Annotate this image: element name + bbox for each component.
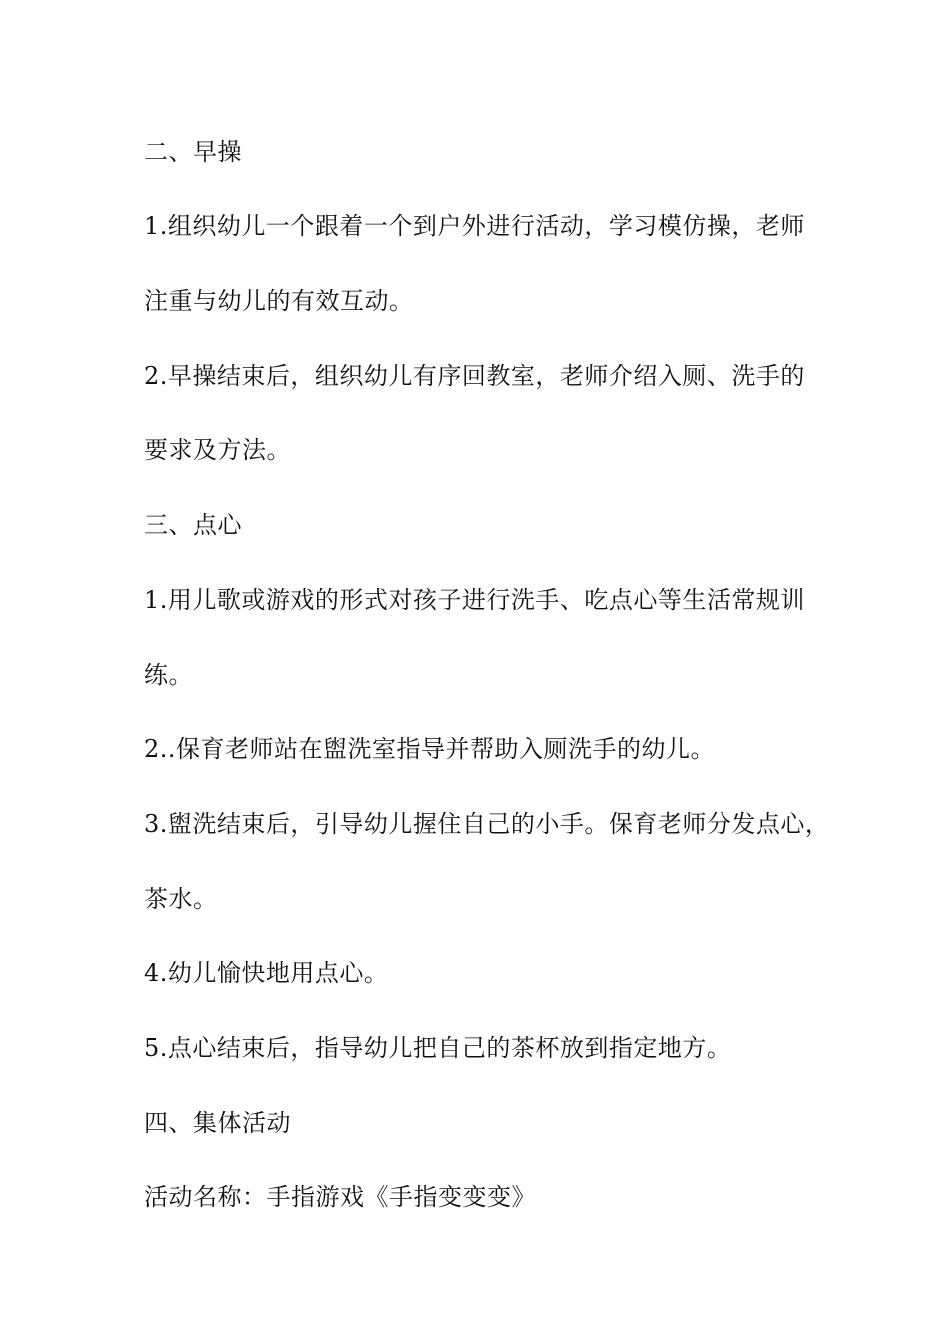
paragraph-line: 5.点心结束后，指导幼儿把自己的茶杯放到指定地方。	[144, 1034, 732, 1062]
paragraph-line: 3.盥洗结束后，引导幼儿握住自己的小手。保育老师分发点心，	[144, 810, 830, 838]
section-heading-group-activity: 四、集体活动	[144, 1109, 291, 1137]
paragraph-line: 2..保育老师站在盥洗室指导并帮助入厕洗手的幼儿。	[144, 735, 716, 763]
activity-name-line: 活动名称：手指游戏《手指变变变》	[144, 1183, 536, 1211]
paragraph-line: 1.组织幼儿一个跟着一个到户外进行活动，学习模仿操，老师	[144, 212, 805, 240]
paragraph-line: 注重与幼儿的有效互动。	[144, 287, 414, 315]
paragraph-line: 练。	[144, 661, 193, 689]
paragraph-line: 4.幼儿愉快地用点心。	[144, 959, 389, 987]
paragraph-line: 要求及方法。	[144, 436, 291, 464]
paragraph-line: 2.早操结束后，组织幼儿有序回教室，老师介绍入厕、洗手的	[144, 362, 805, 390]
paragraph-line: 茶水。	[144, 885, 218, 913]
section-heading-snack: 三、点心	[144, 511, 242, 539]
section-heading-morning-exercise: 二、早操	[144, 138, 242, 166]
paragraph-line: 1.用儿歌或游戏的形式对孩子进行洗手、吃点心等生活常规训	[144, 586, 805, 614]
